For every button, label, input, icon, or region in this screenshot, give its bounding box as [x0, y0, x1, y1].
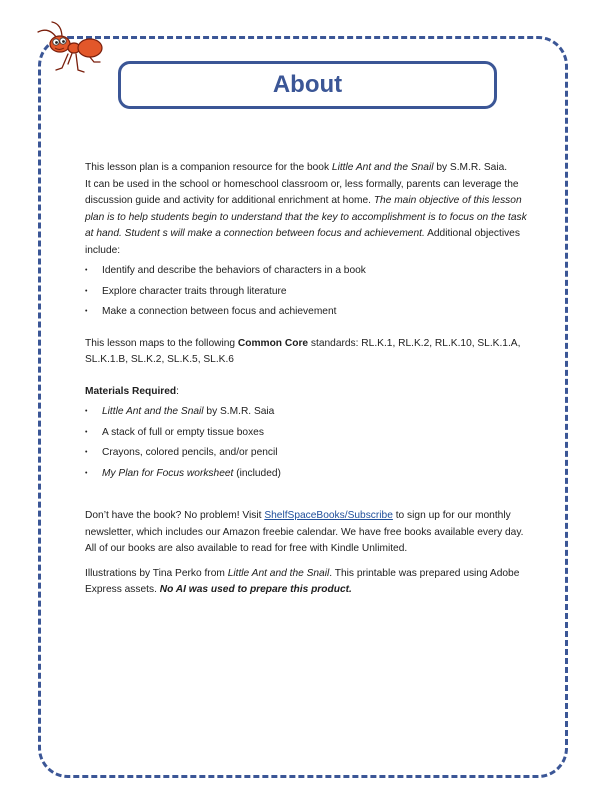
cta-paragraph: Don’t have the book? No problem! Visit ShelfSpaceBooks/Subscribe to sign up for our monthly newsletter, which includes our Amazon freebie calendar. We have free books available every day. All of our books are also available to read for free with Kindle Unlimited.	[85, 510, 524, 554]
list-item: • My Plan for Focus worksheet (included)	[85, 467, 281, 479]
page-title: About	[272, 71, 343, 98]
credits-paragraph: Illustrations by Tina Perko from Little Ant and the Snail. This printable was prepared using Adobe Express assets. No AI was used to prepare this product.	[85, 567, 520, 595]
standards-paragraph: This lesson maps to the following Common Core standards: RL.K.1, RL.K.2, RL.K.10, SL.K.1.A, SL.K.1.B, SL.K.2, SL.K.5, SL.K.6	[85, 337, 521, 365]
title-banner	[118, 61, 497, 109]
list-item: • A stack of full or empty tissue boxes	[85, 426, 264, 438]
materials-heading: Materials Required:	[85, 385, 179, 397]
subscribe-link[interactable]: ShelfSpaceBooks/Subscribe	[264, 510, 393, 521]
book-title: Little Ant and the Snail	[331, 162, 434, 173]
list-item: • Explore character traits through literature	[85, 285, 287, 297]
list-item: • Little Ant and the Snail by S.M.R. Saia	[85, 406, 275, 417]
about-content	[85, 160, 535, 599]
main-objective: The main objective of this lesson plan is to help students begin to understand that the key to accomplishment is to focus on the task at hand. Student s will make a connection between focus and achievement.	[85, 195, 527, 239]
intro-paragraph: This lesson plan is a companion resource for the book Little Ant and the Snail by S.M.R. Saia. It can be used in the school or homeschool classroom or, less formally, parents can leverage the discussion guide and activity for additional enrichment at home. The main objective of this lesson plan is to help students begin to understand that the key to accomplishment is to focus on the task at hand. Student s will make a connection between focus and achievement. Additional objectives include:	[85, 162, 527, 256]
list-item: • Crayons, colored pencils, and/or pencil	[85, 447, 278, 458]
list-item: • Identify and describe the behaviors of characters in a book	[85, 265, 366, 276]
list-item: • Make a connection between focus and achievement	[85, 306, 337, 317]
materials-list	[85, 404, 535, 482]
ant-icon	[28, 18, 110, 78]
objectives-list	[85, 263, 535, 321]
